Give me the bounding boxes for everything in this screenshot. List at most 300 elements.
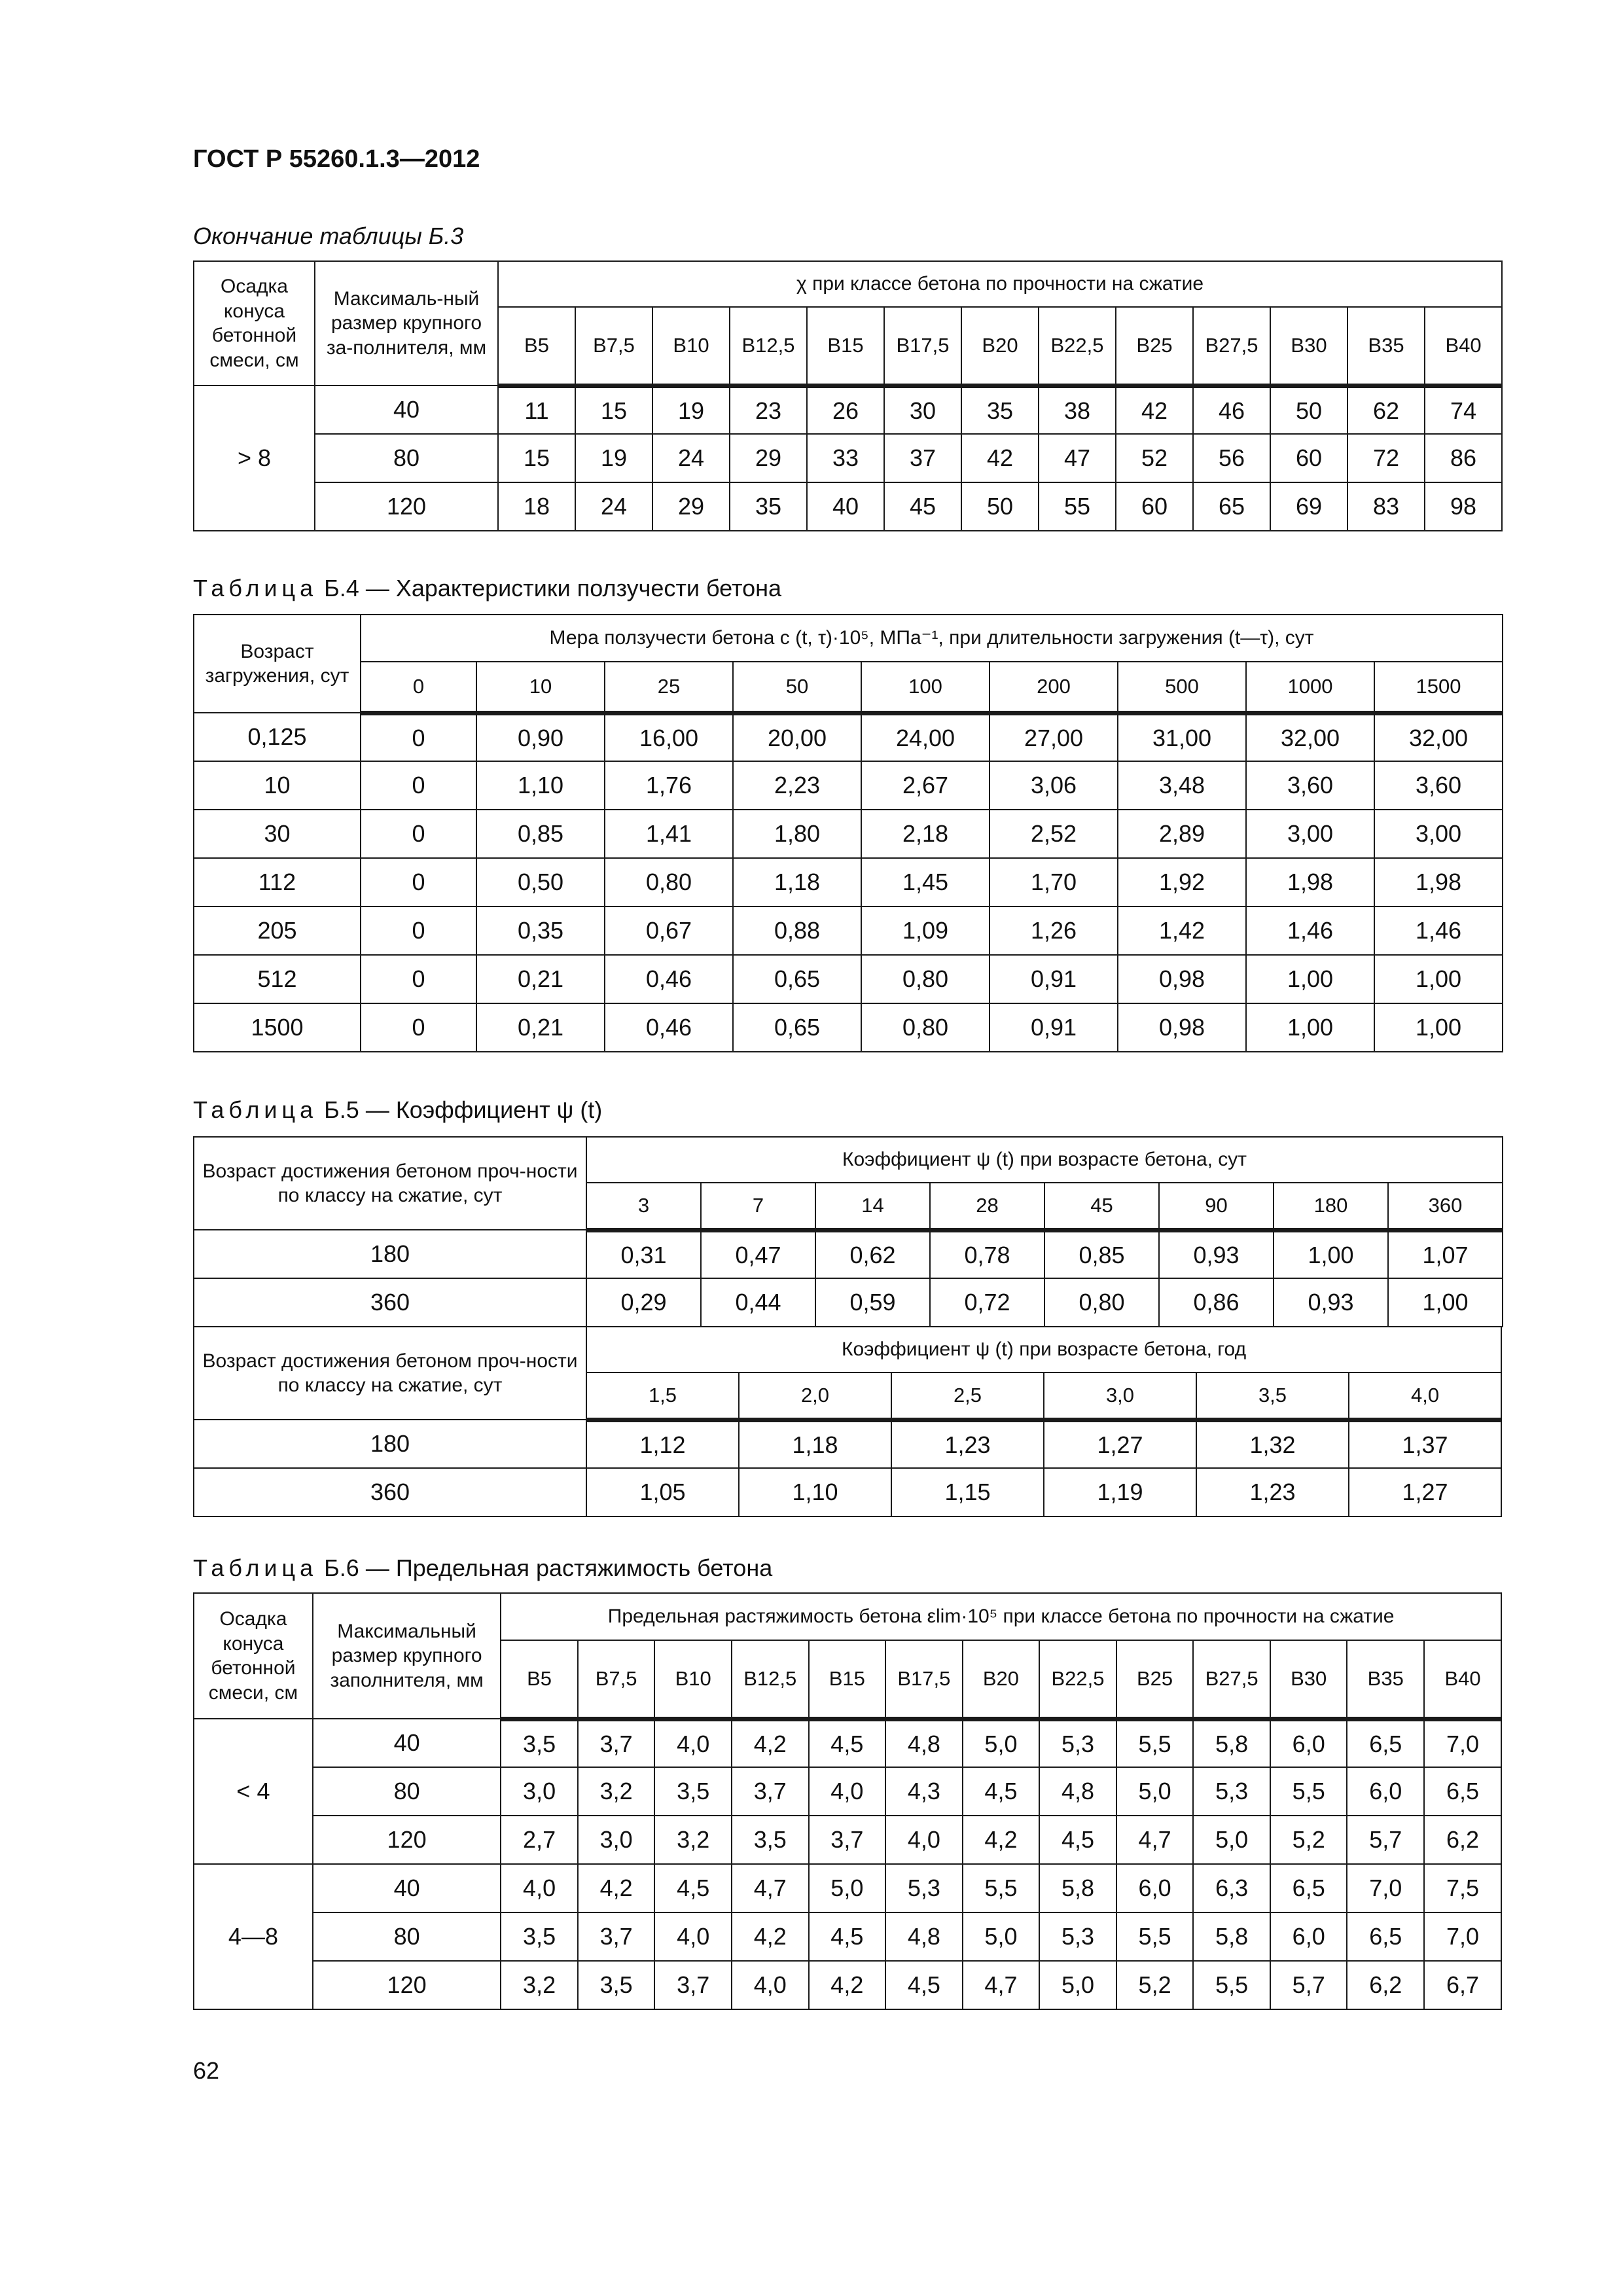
table-cell: 5,5: [1270, 1767, 1347, 1816]
table-b6-class-header: B35: [1347, 1640, 1424, 1719]
table-cell: 15: [498, 434, 575, 482]
table-cell: 72: [1347, 434, 1425, 482]
table-b5-age-header: Возраст достижения бетоном проч-ности по классу на сжатие, сут: [194, 1327, 586, 1420]
table-b5-year-header: 4,0: [1349, 1372, 1501, 1420]
table-cell: 5,0: [1116, 1767, 1194, 1816]
table-cell: 1,45: [861, 858, 990, 906]
table-cell: 4,5: [963, 1767, 1040, 1816]
table-cell: 1,07: [1388, 1230, 1503, 1278]
table-b4-duration-header: 100: [861, 662, 990, 713]
table-cell: 1,27: [1349, 1468, 1501, 1516]
table-cell: 5,5: [1193, 1961, 1270, 2009]
table-cell: 4,0: [654, 1719, 732, 1767]
table-cell: 3,5: [578, 1961, 655, 2009]
table-cell: 23: [730, 386, 807, 434]
table-cell: 30: [194, 810, 361, 858]
table-cell: 1,76: [605, 761, 733, 810]
table-cell: 360: [194, 1468, 586, 1516]
table-cell: 3,7: [578, 1719, 655, 1767]
table-b3: [193, 260, 1503, 531]
table-cell: 180: [194, 1420, 586, 1468]
table-b4-caption-label: Таблица: [193, 575, 318, 601]
table-cell: 5,5: [963, 1864, 1040, 1912]
table-cell: 20,00: [733, 713, 861, 761]
table-cell: 4,8: [885, 1912, 963, 1961]
table-cell: 3,00: [1374, 810, 1503, 858]
table-cell: 5,3: [1039, 1719, 1116, 1767]
table-cell: 86: [1425, 434, 1502, 482]
table-b4-duration-header: 0: [361, 662, 476, 713]
table-b4: [193, 614, 1503, 1052]
page-number: 62: [193, 2057, 220, 2084]
table-cell: 19: [652, 386, 730, 434]
table-cell: 26: [807, 386, 884, 434]
table-cell: 0,46: [605, 955, 733, 1003]
table-b5-year-header: 3,5: [1196, 1372, 1349, 1420]
table-cell: 0: [361, 761, 476, 810]
table-b3-class-header: B15: [807, 307, 884, 386]
table-cell: 10: [194, 761, 361, 810]
table-b5-years-group-header: Коэффициент ψ (t) при возрасте бетона, год: [586, 1327, 1501, 1372]
table-cell: 0: [361, 1003, 476, 1052]
table-cell: 0,98: [1118, 1003, 1246, 1052]
table-cell: 6,2: [1347, 1961, 1424, 2009]
table-cell: 1,10: [739, 1468, 891, 1516]
table-cell: 60: [1270, 434, 1347, 482]
table-b3-class-header: B17,5: [884, 307, 961, 386]
table-cell: 1,12: [586, 1420, 739, 1468]
table-cell: 42: [1116, 386, 1193, 434]
table-cell: 0,47: [701, 1230, 815, 1278]
table-cell: 0: [361, 713, 476, 761]
table-cell: 1,23: [891, 1420, 1044, 1468]
table-cell: 24: [652, 434, 730, 482]
table-cell: 0: [361, 810, 476, 858]
table-cell: 0,80: [861, 1003, 990, 1052]
table-row: [194, 1912, 1501, 1961]
table-row: [194, 1468, 1501, 1516]
table-cell: 33: [807, 434, 884, 482]
table-b4-duration-header: 500: [1118, 662, 1246, 713]
table-cell: 5,7: [1347, 1816, 1424, 1864]
table-cell: 180: [194, 1230, 586, 1278]
table-b5-day-header: 7: [701, 1183, 815, 1230]
table-b6-class-header: B30: [1270, 1640, 1347, 1719]
table-cell: 35: [961, 386, 1039, 434]
table-b5-years: [193, 1326, 1502, 1517]
table-cell: 360: [194, 1278, 586, 1327]
table-cell: 46: [1193, 386, 1270, 434]
table-b4-caption-text: Б.4 — Характеристики ползучести бетона: [324, 575, 782, 601]
table-cell: 112: [194, 858, 361, 906]
table-cell: 0,35: [476, 906, 605, 955]
table-cell: 0,85: [476, 810, 605, 858]
table-cell: 40: [315, 386, 498, 434]
table-cell: 4,0: [885, 1816, 963, 1864]
table-b4-caption: [193, 575, 781, 602]
table-b6-class-header: B40: [1424, 1640, 1501, 1719]
table-cell: 3,60: [1374, 761, 1503, 810]
table-cell: 1,98: [1246, 858, 1374, 906]
table-row: [194, 713, 1503, 761]
table-cell: 29: [730, 434, 807, 482]
table-b3-class-header: B35: [1347, 307, 1425, 386]
table-cell: 4,8: [1039, 1767, 1116, 1816]
table-cell: 0,21: [476, 955, 605, 1003]
table-row: [194, 1420, 1501, 1468]
table-cell: 40: [807, 482, 884, 531]
table-b6-class-header: B22,5: [1039, 1640, 1116, 1719]
table-cell: 512: [194, 955, 361, 1003]
table-cell: 3,7: [809, 1816, 886, 1864]
table-cell: 4,0: [501, 1864, 578, 1912]
table-cell: 3,2: [654, 1816, 732, 1864]
document-header: ГОСТ Р 55260.1.3—2012: [193, 145, 480, 173]
table-row: [194, 955, 1503, 1003]
table-b3-class-header: B12,5: [730, 307, 807, 386]
table-cell: 5,3: [885, 1864, 963, 1912]
table-b6-slump-cell: 4—8: [194, 1864, 313, 2009]
table-cell: 4,0: [732, 1961, 809, 2009]
table-cell: 1,26: [990, 906, 1118, 955]
table-cell: 3,5: [654, 1767, 732, 1816]
table-cell: 4,5: [885, 1961, 963, 2009]
table-cell: 16,00: [605, 713, 733, 761]
table-row: [194, 1719, 1501, 1767]
table-cell: 120: [313, 1961, 501, 2009]
table-b4-group-header: Мера ползучести бетона c (t, τ)·10⁵, МПа⁻¹, при длительности загружения (t—τ), сут: [361, 615, 1503, 662]
table-cell: 6,5: [1347, 1912, 1424, 1961]
table-cell: 5,5: [1116, 1912, 1194, 1961]
table-b3-class-header: B5: [498, 307, 575, 386]
table-cell: 5,8: [1193, 1912, 1270, 1961]
table-cell: 35: [730, 482, 807, 531]
table-row: [194, 810, 1503, 858]
table-b3-caption: Окончание таблицы Б.3: [193, 223, 464, 249]
table-cell: 1,46: [1374, 906, 1503, 955]
table-row: [194, 1278, 1503, 1327]
table-cell: 3,7: [732, 1767, 809, 1816]
table-cell: 205: [194, 906, 361, 955]
table-cell: 3,2: [501, 1961, 578, 2009]
table-cell: 45: [884, 482, 961, 531]
table-cell: 1,10: [476, 761, 605, 810]
table-cell: 1,23: [1196, 1468, 1349, 1516]
table-cell: 0: [361, 955, 476, 1003]
table-b5-year-header: 1,5: [586, 1372, 739, 1420]
table-cell: 7,0: [1424, 1912, 1501, 1961]
table-cell: 3,0: [578, 1816, 655, 1864]
table-cell: 3,06: [990, 761, 1118, 810]
table-cell: 6,3: [1193, 1864, 1270, 1912]
table-cell: 1,27: [1044, 1420, 1196, 1468]
table-cell: 1,41: [605, 810, 733, 858]
table-b4-age-header: Возраст загружения, сут: [194, 615, 361, 713]
table-cell: 3,7: [578, 1912, 655, 1961]
table-b6-caption: [193, 1554, 772, 1582]
table-cell: 4,7: [732, 1864, 809, 1912]
table-b6-slump-header: Осадка конуса бетонной смеси, см: [194, 1593, 313, 1719]
table-cell: 5,0: [1193, 1816, 1270, 1864]
table-cell: 0,67: [605, 906, 733, 955]
table-cell: 0,80: [861, 955, 990, 1003]
table-cell: 27,00: [990, 713, 1118, 761]
table-cell: 6,0: [1347, 1767, 1424, 1816]
table-b5-day-header: 90: [1159, 1183, 1274, 1230]
table-cell: 0,93: [1159, 1230, 1274, 1278]
table-cell: 4,2: [963, 1816, 1040, 1864]
table-cell: 1,46: [1246, 906, 1374, 955]
table-cell: 0,78: [930, 1230, 1044, 1278]
table-b5-caption-label: Таблица: [193, 1096, 318, 1123]
table-b6-class-header: B7,5: [578, 1640, 655, 1719]
table-cell: 4,0: [809, 1767, 886, 1816]
table-b6-slump-cell: < 4: [194, 1719, 313, 1864]
table-cell: 6,5: [1347, 1719, 1424, 1767]
table-cell: 42: [961, 434, 1039, 482]
table-cell: 0,46: [605, 1003, 733, 1052]
table-cell: 5,2: [1270, 1816, 1347, 1864]
table-cell: 40: [313, 1719, 501, 1767]
table-b3-class-header: B40: [1425, 307, 1502, 386]
table-cell: 6,2: [1424, 1816, 1501, 1864]
table-b6-class-header: B25: [1116, 1640, 1194, 1719]
table-cell: 1,18: [733, 858, 861, 906]
table-cell: 0,80: [605, 858, 733, 906]
table-cell: 1,98: [1374, 858, 1503, 906]
table-cell: 6,0: [1270, 1912, 1347, 1961]
table-b6-class-header: B12,5: [732, 1640, 809, 1719]
table-cell: 0,93: [1274, 1278, 1388, 1327]
table-row: [194, 434, 1502, 482]
table-cell: 1,15: [891, 1468, 1044, 1516]
table-cell: 3,7: [654, 1961, 732, 2009]
table-b5-day-header: 360: [1388, 1183, 1503, 1230]
table-cell: 7,0: [1424, 1719, 1501, 1767]
table-cell: 0,65: [733, 955, 861, 1003]
table-cell: 32,00: [1374, 713, 1503, 761]
table-cell: 7,5: [1424, 1864, 1501, 1912]
table-b3-class-header: B20: [961, 307, 1039, 386]
table-cell: 5,3: [1193, 1767, 1270, 1816]
table-row: [194, 1816, 1501, 1864]
table-b5-caption: [193, 1096, 602, 1124]
table-cell: 4,0: [654, 1912, 732, 1961]
table-b6-caption-label: Таблица: [193, 1554, 318, 1581]
table-cell: 1,18: [739, 1420, 891, 1468]
table-cell: 6,5: [1270, 1864, 1347, 1912]
table-cell: 56: [1193, 434, 1270, 482]
table-cell: 3,2: [578, 1767, 655, 1816]
table-cell: 4,7: [963, 1961, 1040, 2009]
table-cell: 30: [884, 386, 961, 434]
table-cell: 5,0: [963, 1912, 1040, 1961]
table-cell: 0,91: [990, 955, 1118, 1003]
table-cell: 83: [1347, 482, 1425, 531]
table-cell: 11: [498, 386, 575, 434]
table-b6-class-header: B20: [963, 1640, 1040, 1719]
table-cell: 60: [1116, 482, 1193, 531]
table-b5-age-header: Возраст достижения бетоном проч-ности по классу на сжатие, сут: [194, 1137, 586, 1230]
table-cell: 2,23: [733, 761, 861, 810]
table-b3-slump-cell: > 8: [194, 386, 315, 531]
table-cell: 1,00: [1374, 1003, 1503, 1052]
table-b5-day-header: 180: [1274, 1183, 1388, 1230]
table-b6: [193, 1592, 1502, 2010]
table-row: [194, 386, 1502, 434]
table-b3-class-header: B25: [1116, 307, 1193, 386]
table-cell: 47: [1039, 434, 1116, 482]
table-cell: 0,88: [733, 906, 861, 955]
table-cell: 74: [1425, 386, 1502, 434]
table-cell: 0: [361, 858, 476, 906]
table-b5-day-header: 45: [1044, 1183, 1159, 1230]
table-cell: 50: [1270, 386, 1347, 434]
table-cell: 31,00: [1118, 713, 1246, 761]
table-cell: 0,80: [1044, 1278, 1159, 1327]
table-cell: 1,00: [1388, 1278, 1503, 1327]
table-cell: 0,44: [701, 1278, 815, 1327]
table-cell: 120: [315, 482, 498, 531]
table-cell: 2,52: [990, 810, 1118, 858]
table-b3-class-header: B22,5: [1039, 307, 1116, 386]
table-cell: 1500: [194, 1003, 361, 1052]
table-row: [194, 906, 1503, 955]
table-cell: 0,85: [1044, 1230, 1159, 1278]
table-cell: 0: [361, 906, 476, 955]
table-cell: 0,98: [1118, 955, 1246, 1003]
table-b4-duration-header: 10: [476, 662, 605, 713]
table-cell: 6,5: [1424, 1767, 1501, 1816]
table-cell: 4,2: [732, 1719, 809, 1767]
table-cell: 0,65: [733, 1003, 861, 1052]
table-cell: 3,5: [501, 1719, 578, 1767]
table-cell: 5,8: [1193, 1719, 1270, 1767]
table-cell: 37: [884, 434, 961, 482]
table-cell: 1,80: [733, 810, 861, 858]
table-cell: 5,0: [809, 1864, 886, 1912]
table-b5-day-header: 14: [815, 1183, 930, 1230]
table-b5-day-header: 3: [586, 1183, 701, 1230]
table-b5-year-header: 2,5: [891, 1372, 1044, 1420]
table-cell: 0,86: [1159, 1278, 1274, 1327]
table-cell: 1,19: [1044, 1468, 1196, 1516]
table-cell: 24,00: [861, 713, 990, 761]
table-b5-days: [193, 1136, 1503, 1327]
table-cell: 1,05: [586, 1468, 739, 1516]
table-cell: 40: [313, 1864, 501, 1912]
table-cell: 6,7: [1424, 1961, 1501, 2009]
table-cell: 62: [1347, 386, 1425, 434]
table-cell: 4,5: [809, 1912, 886, 1961]
table-cell: 3,48: [1118, 761, 1246, 810]
table-cell: 18: [498, 482, 575, 531]
table-cell: 0,59: [815, 1278, 930, 1327]
table-row: [194, 1864, 1501, 1912]
table-b6-aggregate-header: Максимальный размер крупного заполнителя, мм: [313, 1593, 501, 1719]
table-cell: 4,5: [809, 1719, 886, 1767]
table-cell: 5,0: [963, 1719, 1040, 1767]
table-cell: 3,5: [732, 1816, 809, 1864]
table-cell: 1,00: [1246, 1003, 1374, 1052]
table-b4-duration-header: 25: [605, 662, 733, 713]
table-row: [194, 1230, 1503, 1278]
table-cell: 52: [1116, 434, 1193, 482]
table-b4-duration-header: 1500: [1374, 662, 1503, 713]
table-b3-slump-header: Осадка конуса бетонной смеси, см: [194, 261, 315, 386]
table-cell: 2,89: [1118, 810, 1246, 858]
table-cell: 7,0: [1347, 1864, 1424, 1912]
table-cell: 0,31: [586, 1230, 701, 1278]
table-cell: 0,29: [586, 1278, 701, 1327]
table-cell: 19: [575, 434, 652, 482]
table-b6-class-header: B5: [501, 1640, 578, 1719]
table-b3-class-header: B30: [1270, 307, 1347, 386]
table-cell: 4,7: [1116, 1816, 1194, 1864]
table-row: [194, 858, 1503, 906]
table-cell: 2,67: [861, 761, 990, 810]
table-row: [194, 1961, 1501, 2009]
table-cell: 55: [1039, 482, 1116, 531]
table-row: [194, 482, 1502, 531]
table-cell: 24: [575, 482, 652, 531]
table-cell: 1,00: [1374, 955, 1503, 1003]
table-b3-class-header: B27,5: [1193, 307, 1270, 386]
table-cell: 1,00: [1274, 1230, 1388, 1278]
table-cell: 1,09: [861, 906, 990, 955]
table-cell: 1,00: [1246, 955, 1374, 1003]
table-cell: 120: [313, 1816, 501, 1864]
table-cell: 4,2: [578, 1864, 655, 1912]
table-b6-class-header: B27,5: [1193, 1640, 1270, 1719]
table-b6-group-header: Предельная растяжимость бетона εlim·10⁵ при классе бетона по прочности на сжатие: [501, 1593, 1501, 1640]
table-cell: 0,21: [476, 1003, 605, 1052]
table-cell: 1,37: [1349, 1420, 1501, 1468]
table-cell: 1,42: [1118, 906, 1246, 955]
table-cell: 4,2: [809, 1961, 886, 2009]
table-b6-caption-text: Б.6 — Предельная растяжимость бетона: [324, 1554, 773, 1581]
table-b5-year-header: 2,0: [739, 1372, 891, 1420]
table-row: [194, 761, 1503, 810]
table-b6-class-header: B17,5: [885, 1640, 963, 1719]
table-b3-group-header: χ при классе бетона по прочности на сжатие: [498, 261, 1502, 307]
table-b3-aggregate-header: Максималь-ный размер крупного за-полнителя, мм: [315, 261, 498, 386]
table-cell: 5,8: [1039, 1864, 1116, 1912]
table-cell: 3,00: [1246, 810, 1374, 858]
table-row: [194, 1767, 1501, 1816]
table-b6-class-header: B10: [654, 1640, 732, 1719]
table-cell: 3,5: [501, 1912, 578, 1961]
table-cell: 0,90: [476, 713, 605, 761]
table-cell: 5,3: [1039, 1912, 1116, 1961]
table-cell: 80: [313, 1767, 501, 1816]
table-b5-year-header: 3,0: [1044, 1372, 1196, 1420]
table-b5-days-group-header: Коэффициент ψ (t) при возрасте бетона, сут: [586, 1137, 1503, 1183]
table-cell: 5,5: [1116, 1719, 1194, 1767]
table-cell: 38: [1039, 386, 1116, 434]
table-b3-class-header: B10: [652, 307, 730, 386]
table-cell: 2,7: [501, 1816, 578, 1864]
table-cell: 4,5: [654, 1864, 732, 1912]
table-cell: 4,8: [885, 1719, 963, 1767]
table-cell: 29: [652, 482, 730, 531]
table-cell: 3,60: [1246, 761, 1374, 810]
table-cell: 5,7: [1270, 1961, 1347, 2009]
table-cell: 80: [313, 1912, 501, 1961]
table-cell: 32,00: [1246, 713, 1374, 761]
table-cell: 1,70: [990, 858, 1118, 906]
table-cell: 0,91: [990, 1003, 1118, 1052]
